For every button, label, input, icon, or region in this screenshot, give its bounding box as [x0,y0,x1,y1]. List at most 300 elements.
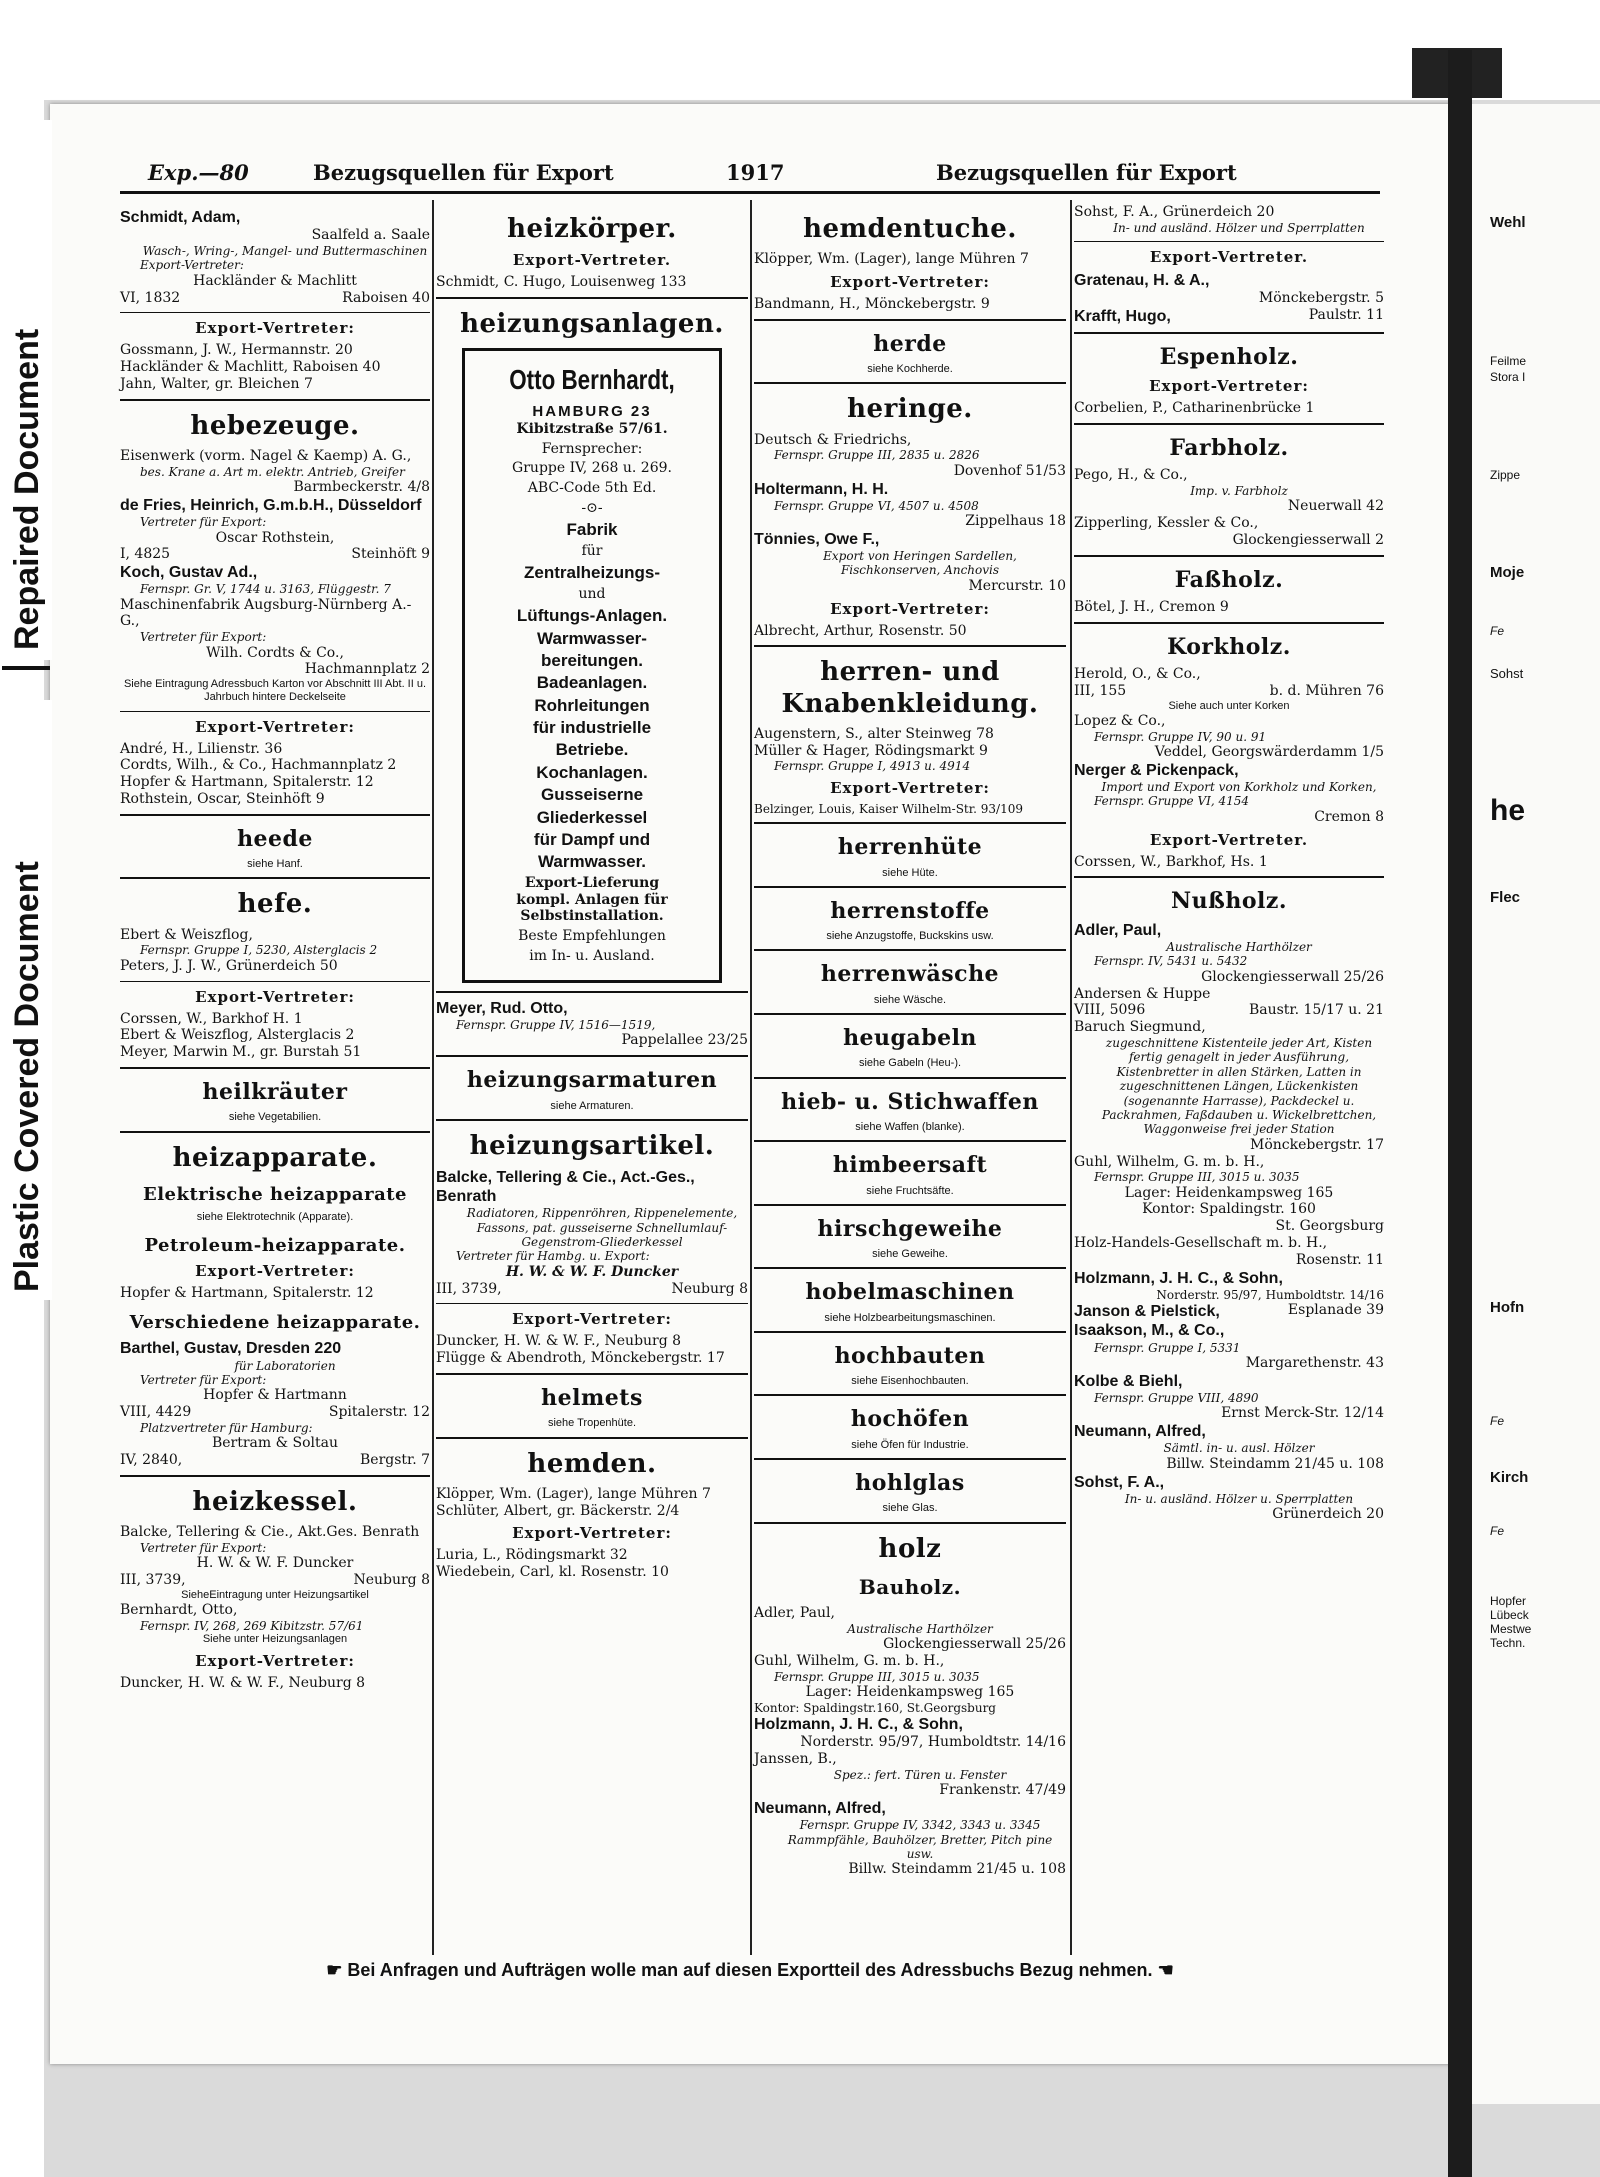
firm-details: für Laboratorien [234,1358,336,1373]
section-heading: Korkholz. [1167,633,1291,660]
vertreter-line: Bandmann, H., Mönckebergstr. 9 [754,295,990,312]
firm-name: Tönnies, Owe F., [754,530,880,548]
phone-number: IV, 2840, [120,1452,183,1469]
firm-name: Ebert & Weiszflog, [120,926,253,943]
section-heading: heugabeln [843,1024,977,1051]
ad-line: für [581,543,603,560]
divider [436,1437,748,1439]
firm-details: Fernspr. IV, 268, 269 Kibitzstr. 57/61 [140,1618,364,1633]
section-heading: herrenstoffe [830,897,990,924]
firm-details: Fernspr. Gr. V, 1744 u. 3163, Flüggestr. 7 [140,582,391,597]
section-heading: heede [237,825,313,852]
see-reference: Siehe unter Heizungsanlagen [202,1633,348,1646]
export-vertreter-heading: Export-Vertreter. [1149,830,1309,849]
firm-line: Müller & Hager, Rödingsmarkt 9 [754,742,988,759]
vertreter-name: H. W. & W. F. Duncker [196,1555,354,1572]
see-reference: siehe Hüte. [882,866,938,879]
address: Norderstr. 95/97, Humboldtstr. 14/16 [1156,1287,1384,1302]
ad-ornament: -⊙- [581,499,603,516]
ad-line: Warmwasser. [537,852,647,872]
plastic-covered-label [0,700,52,1300]
export-vertreter-heading: Export-Vertreter: [195,987,355,1006]
vertreter-name: Wilh. Cordts & Co., [206,644,344,661]
adjacent-text: Hofn [1490,1299,1525,1316]
firm-details: Fernspr. IV, 5431 u. 5432 [1094,954,1248,969]
header-rule [120,191,1380,194]
divider [436,297,748,299]
firm-name: Isaakson, M., & Co., [1074,1322,1225,1340]
export-vertreter-heading: Export-Vertreter: [195,717,355,736]
divider [754,1331,1066,1333]
divider [754,382,1066,384]
firm-name: Kolbe & Biehl, [1074,1372,1183,1390]
vertreter-line: Ebert & Weiszflog, Alsterglacis 2 [120,1027,355,1044]
ad-line: Gliederkessel [536,807,648,827]
adjacent-text: Hopfer [1490,1594,1527,1608]
ad-line: Selbstinstallation. [520,908,664,925]
divider [754,1013,1066,1015]
address: Cremon 8 [1314,808,1384,825]
firm-name: Holz-Handels-Gesellschaft m. b. H., [1074,1235,1328,1252]
divider [120,814,430,816]
section-heading: heizkörper. [507,214,677,244]
section-heading: heizungsarmaturen [466,1067,718,1094]
firm-name: Barthel, Gustav, Dresden 220 [120,1340,342,1358]
adjacent-text: Fe [1490,1414,1505,1428]
section-heading: Farbholz. [1169,434,1289,461]
divider [120,711,430,712]
listing-entry [120,208,430,306]
address: Billw. Steindamm 21/45 u. 108 [848,1861,1066,1878]
section-heading: herde [873,330,947,357]
address: St. Georgsburg [1275,1218,1384,1235]
firm-details: In- u. ausländ. Hölzer u. Sperrplatten [1124,1491,1354,1506]
see-reference: siehe Holzbearbeitungsmaschinen. [824,1311,996,1324]
export-vertreter-heading: Export-Vertreter: [512,1524,672,1543]
divider [1074,241,1384,242]
vertreter-label: Platzvertreter für Hamburg: [140,1421,313,1436]
phone-number: III, 3739, [120,1572,186,1589]
address: Norderstr. 95/97, Humboldtstr. 14/16 [800,1734,1066,1751]
address: Paulstr. 11 [1308,307,1384,324]
vertreter-line: Cordts, Wilh., & Co., Hachmannplatz 2 [120,757,397,774]
divider [120,1131,430,1133]
header-title-right: Bezugsquellen für Export [936,160,1237,185]
firm-name: Maschinenfabrik Augsburg-Nürnberg A.-G., [120,596,412,630]
section-heading: heizungsartikel. [469,1130,715,1161]
firm-details: Imp. v. Farbholz [1190,483,1288,498]
reference-note: Siehe Eintragung Adressbuch Karton vor Abschnitt III Abt. II u. Jahrbuch hintere Deckelseite [123,678,427,704]
firm-line [1074,307,1384,326]
ad-line: im In- u. Ausland. [529,948,655,964]
firm-details: zugeschnittene Kistenteile jeder Art, Kisten fertig genagelt in jeder Ausführung, Kistenbretter in allen Stärken, Latten in zugeschnittenen Längen, Lückenkisten (sogenannte Harrasse), Packdeckel u. Packrahmen, Faßdauben u. Wickelbrettchen, Waggonweise frei jeder Station [1101,1035,1377,1137]
adjacent-text: Stora I [1490,370,1526,384]
address: Mönckebergstr. 5 [1258,290,1384,307]
vertreter-name: Oscar Rothstein, [215,529,335,546]
section-heading: hemden. [527,1448,657,1479]
vertreter-label: Vertreter für Export: [140,1541,267,1556]
page-number: Exp.—80 [148,160,249,185]
address: Glockengiesserwall 25/26 [883,1635,1066,1652]
ad-line: Beste Empfehlungen [518,928,666,945]
firm-details: bes. Krane a. Art m. elektr. Antrieb, Greifer [140,464,405,479]
firm-name: de Fries, Heinrich, G.m.b.H., Düsseldorf [120,496,422,514]
see-reference: Siehe auch unter Korken [1168,699,1290,712]
column-3 [754,204,1066,1954]
ad-line: bereitungen. [540,650,643,670]
advertisement-box [462,348,722,983]
section-heading: hobelmaschinen [805,1279,1015,1306]
phone-line [120,546,430,563]
section-heading: herrenwäsche [820,961,1000,988]
divider [754,319,1066,321]
see-reference: siehe Fruchtsäfte. [866,1184,954,1197]
section-heading: hochöfen [850,1406,970,1433]
firm-details: Fernspr. Gruppe III, 2835 u. 2826 [774,448,980,463]
page-footer [150,1960,1350,1981]
adjacent-text: Fe [1490,624,1505,638]
vertreter-line: Rothstein, Oscar, Steinhöft 9 [120,791,325,808]
firm-line: Bötel, J. H., Cremon 9 [1074,598,1229,615]
ad-line: kompl. Anlagen für [516,891,668,908]
vertreter-name: H. W. & W. F. Duncker [505,1263,679,1280]
adjacent-text: Fe [1490,1524,1505,1538]
section-heading: heringe. [847,394,973,425]
firm-details: Fernspr. Gruppe III, 3015 u. 3035 [1094,1170,1300,1185]
firm-details: Fernspr. Gruppe III, 3015 u. 3035 [774,1669,980,1684]
vertreter-line: Duncker, H. W. & W. F., Neuburg 8 [436,1333,682,1350]
footer-text: Bei Anfragen und Aufträgen wolle man auf diesen Exportteil des Adressbuchs Bezug nehmen. [347,1960,1153,1980]
firm-line: Sohst, F. A., Grünerdeich 20 [1074,204,1275,220]
vertreter-line: Hopfer & Hartmann, Spitalerstr. 12 [120,774,374,791]
firm-details: Wasch-, Wring-, Mangel- und Buttermaschinen [142,243,428,258]
address: Margarethenstr. 43 [1245,1355,1384,1372]
see-reference: siehe Kochherde. [867,363,953,376]
phone-line [120,1452,430,1469]
section-heading: hohlglas [855,1470,965,1496]
vertreter-line: André, H., Lilienstr. 36 [120,740,283,757]
divider [436,1373,748,1375]
firm-name: Meyer, Rud. Otto, [436,999,568,1017]
export-vertreter-heading: Export-Vertreter: [195,1262,355,1281]
firm-details: Fernspr. Gruppe VI, 4507 u. 4508 [774,498,979,513]
firm-name: Guhl, Wilhelm, G. m. b. H., [1074,1153,1265,1170]
firm-name: Gratenau, H. & A., [1074,272,1210,290]
divider [754,645,1066,647]
vertreter-line: Corssen, W., Barkhof H. 1 [120,1010,303,1027]
divider [754,1077,1066,1079]
address: Ernst Merck-Str. 12/14 [1221,1405,1384,1422]
firm-line: Schlüter, Albert, gr. Bäckerstr. 2/4 [436,1502,680,1519]
firm-details: Fernspr. Gruppe I, 5331 [1094,1340,1241,1355]
column-divider [1070,200,1072,1955]
address: Neuburg 8 [353,1572,430,1589]
phone-line [1074,1002,1384,1019]
firm-name: Neumann, Alfred, [754,1800,886,1818]
section-heading: heilkräuter [202,1078,348,1105]
adjacent-text: Flec [1490,889,1521,906]
column-2 [436,204,748,1954]
address: Pappelallee 23/25 [621,1032,748,1049]
divider [754,886,1066,888]
address: Bergstr. 7 [360,1452,430,1469]
firm-details: Australische Harthölzer [1166,940,1312,954]
firm-details: Fernspr. Gruppe VI, 4154 [1094,794,1250,809]
divider [754,822,1066,824]
address: Neuburg 8 [671,1280,748,1297]
address: Esplanade 39 [1287,1302,1384,1319]
label-separator [2,666,50,670]
vertreter-name: Hopfer & Hartmann [203,1387,347,1404]
export-vertreter-heading: Export-Vertreter. [512,251,672,270]
ad-line: Export-Lieferung [524,874,660,891]
divider [120,399,430,401]
firm-name: Adler, Paul, [754,1604,835,1621]
export-vertreter-heading: Export-Vertreter: [195,319,355,338]
ad-street: Kibitzstraße 57/61. [516,420,668,437]
export-vertreter-heading: Export-Vertreter: [830,272,990,291]
address: Glockengiesserwall 2 [1232,531,1384,548]
vertreter-name: Bertram & Soltau [211,1435,339,1452]
address: Mönckebergstr. 17 [1250,1136,1384,1153]
ad-line: für industrielle [532,718,652,738]
book-spine [1448,50,1472,2177]
see-reference: siehe Geweihe. [872,1248,948,1261]
section-heading: himbeersaft [832,1152,988,1179]
section-heading: Faßholz. [1174,566,1284,593]
address: Veddel, Georgswärderdamm 1/5 [1154,744,1384,761]
see-reference: siehe Tropenhüte. [547,1417,637,1430]
firm-line: Klöpper, Wm. (Lager), lange Mühren 7 [436,1485,711,1502]
ad-line: Badeanlagen. [536,673,648,693]
address: Rosenstr. 11 [1295,1251,1384,1268]
firm-name: Eisenwerk (vorm. Nagel & Kaemp) A. G., [120,447,412,464]
firm-details: In- und ausländ. Hölzer und Sperrplatten [1113,220,1365,235]
ad-city: HAMBURG 23 [532,402,652,420]
vertreter-line: Flügge & Abendroth, Mönckebergstr. 17 [436,1350,725,1367]
divider [120,312,430,313]
section-heading: hefe. [237,889,313,920]
firm-name: Sohst, F. A., [1074,1473,1165,1491]
column-divider [750,200,752,1955]
divider [1074,555,1384,557]
see-reference: siehe Glas. [882,1502,938,1515]
section-heading: hebezeuge. [190,410,360,441]
firm-details: Fernspr. Gruppe IV, 1516—1519, [456,1017,656,1032]
vertreter-line: Wiedebein, Carl, kl. Rosenstr. 10 [436,1564,669,1581]
column-divider [432,200,434,1955]
repaired-document-label [0,120,52,660]
divider [120,1475,430,1477]
address: Hachmannplatz 2 [304,661,430,678]
address: Mercurstr. 10 [968,577,1066,594]
ad-line: Fabrik [566,519,618,539]
address: Raboisen 40 [342,289,430,306]
firm-details: Fernspr. Gruppe IV, 3342, 3343 u. 3345 Rammpfähle, Bauhölzer, Bretter, Pitch pine usw. [787,1818,1053,1862]
divider [120,877,430,879]
see-reference: siehe Gabeln (Heu-). [858,1057,962,1070]
export-vertreter-heading: Export-Vertreter. [1149,248,1309,267]
firm-name: Pego, H., & Co., [1074,466,1188,483]
subsection-heading: Elektrische heizapparate [142,1183,408,1205]
vertreter-line: Meyer, Marwin M., gr. Burstah 51 [120,1044,362,1061]
firm-name: Koch, Gustav Ad., [120,564,258,582]
address: Steinhöft 9 [351,546,430,563]
export-vertreter-heading: Export-Vertreter: [830,778,990,797]
ad-line: Warmwasser- [537,628,647,648]
vertreter-line: Duncker, H. W. & W. F., Neuburg 8 [120,1674,366,1691]
firm-details: Fernspr. Gruppe IV, 90 u. 91 [1094,729,1267,744]
firm-name: Lopez & Co., [1074,712,1166,729]
vertreter-name: Hackländer & Machlitt [193,272,357,289]
repaired-label-text: Repaired Document [8,328,46,650]
section-heading: hemdentuche. [803,214,1017,244]
adjacent-text: Lübeck [1490,1608,1529,1622]
firm-name: Adler, Paul, [1074,921,1162,939]
vertreter-label: Vertreter für Export: [140,515,267,530]
address: Neuerwall 42 [1287,498,1384,515]
firm-details: Fernspr. Gruppe VIII, 4890 [1094,1391,1259,1405]
divider [754,1140,1066,1142]
section-heading: herren- und Knabenkleidung. [781,657,1039,719]
section-heading: Espenholz. [1159,344,1299,371]
divider [754,949,1066,951]
divider [754,1204,1066,1206]
header-year: 1917 [726,160,785,185]
adjacent-text: Mestwe [1490,1622,1532,1636]
see-reference: siehe Anzugstoffe, Buckskins usw. [826,930,994,943]
address: Dovenhof 51/53 [953,462,1066,479]
firm-line [1074,1302,1384,1321]
vertreter-line: Corssen, W., Barkhof, Hs. 1 [1074,853,1268,870]
plastic-label-text: Plastic Covered Document [8,861,46,1292]
firm-name: Baruch Siegmund, [1074,1019,1206,1036]
section-heading: heizungsanlagen. [460,308,724,339]
subsection-heading: Verschiedene heizapparate. [129,1311,421,1333]
export-vertreter-heading: Export-Vertreter: [1149,376,1309,395]
address: Glockengiesserwall 25/26 [1201,968,1384,985]
vertreter-line: Gossmann, J. W., Hermannstr. 20 [120,342,353,359]
phone-number: VIII, 5096 [1074,1002,1146,1019]
ad-line: Rohrleitungen [534,695,650,715]
phone-line [1074,683,1384,700]
adjacent-text: Feilme [1490,354,1527,368]
export-vertreter-heading: Export-Vertreter: [512,1310,672,1329]
divider [436,991,748,993]
section-heading: hochbauten [834,1342,986,1369]
adjacent-text: Zippe [1490,468,1521,482]
vertreter-line: Jahn, Walter, gr. Bleichen 7 [120,375,313,392]
divider [436,1055,748,1057]
header-title-left: Bezugsquellen für Export [313,160,614,185]
vertreter-line: Corbelien, P., Catharinenbrücke 1 [1074,399,1315,416]
address: Lager: Heidenkampsweg 165 [805,1683,1015,1700]
see-reference: siehe Öfen für Industrie. [851,1438,969,1451]
see-reference: siehe Vegetabilien. [228,1111,322,1124]
see-reference: siehe Armaturen. [550,1099,634,1112]
phone-line [120,290,430,307]
see-reference: siehe Waffen (blanke). [855,1120,965,1133]
ad-line: und [578,586,606,603]
firm-name: Bernhardt, Otto, [120,1602,238,1619]
adjacent-text: Sohst [1490,666,1524,681]
firm-name: Janson & Pielstick, [1074,1303,1220,1321]
address: Barmbeckerstr. 4/8 [293,479,430,496]
firm-name: Guhl, Wilhelm, G. m. b. H., [754,1652,945,1669]
ad-code: ABC-Code 5th Ed. [527,480,657,497]
adjacent-text: Techn. [1490,1636,1526,1650]
vertreter-label: Vertreter für Hambg. u. Export: [456,1249,650,1264]
divider [754,1458,1066,1460]
export-vertreter-heading: Export-Vertreter: [830,599,990,618]
address: Kontor: Spaldingstr. 160 [1142,1201,1316,1218]
vertreter-label: Export-Vertreter: [140,258,244,273]
column-1 [120,204,430,1954]
divider [754,1394,1066,1396]
firm-details: Australische Harthölzer [847,1621,993,1636]
firm-name: Herold, O., & Co., [1074,666,1201,683]
subsection-heading: Bauholz. [858,1574,962,1599]
firm-name: Balcke, Tellering & Cie., Akt.Ges. Benrath [120,1524,420,1541]
ad-line: für Dampf und [533,830,651,850]
divider [754,1267,1066,1269]
pointing-hand-icon: ☚ [1152,1960,1174,1980]
firm-name: Peters, J. J. W., Grünerdeich 50 [120,957,338,974]
address: Zippelhaus 18 [965,513,1066,530]
ad-line: Gusseiserne [540,785,644,805]
subsection-heading: Petroleum-heizapparate. [144,1234,406,1256]
address: Lager: Heidenkampsweg 165 [1124,1184,1334,1201]
firm-details: Sämtl. in- u. ausl. Hölzer [1163,1441,1315,1456]
phone-number: VI, 1832 [120,289,181,306]
phone-number: I, 4825 [120,546,171,563]
firm-name: Zipperling, Kessler & Co., [1074,514,1259,531]
ad-phone-label: Fernsprecher: [541,440,643,457]
section-heading: helmets [541,1385,643,1412]
page-header [148,160,1378,190]
vertreter-label: Vertreter für Export: [140,1373,267,1388]
adjacent-text: Kirch [1490,1469,1529,1486]
firm-line: Augenstern, S., alter Steinweg 78 [754,725,994,742]
adjacent-text: he [1490,794,1526,827]
section-heading: hieb- u. Stichwaffen [781,1088,1039,1115]
firm-name: Deutsch & Friedrichs, [754,431,912,448]
pointing-hand-icon: ☛ [326,1960,348,1980]
divider [1074,423,1384,425]
firm-name: Nerger & Pickenpack, [1074,761,1239,779]
divider [120,981,430,982]
firm-name: Holzmann, J. H. C., & Sohn, [754,1716,963,1734]
phone-number: III, 155 [1074,682,1127,699]
ad-line: Lüftungs-Anlagen. [516,606,668,626]
see-reference: siehe Elektrotechnik (Apparate). [196,1211,354,1224]
divider [1074,876,1384,878]
vertreter-line: Belzinger, Louis, Kaiser Wilhelm-Str. 93/109 [754,801,1023,816]
firm-details: Fernspr. Gruppe I, 5230, Alsterglacis 2 [140,943,378,958]
firm-details: Export von Heringen Sardellen, Fischkonserven, Anchovis [823,549,1017,578]
address: Frankenstr. 47/49 [939,1782,1066,1799]
ad-phone-number: Gruppe IV, 268 u. 269. [512,460,672,477]
export-vertreter-heading: Export-Vertreter: [195,1651,355,1670]
vertreter-line: Albrecht, Arthur, Rosenstr. 50 [754,622,967,639]
see-reference: siehe Wäsche. [873,993,947,1006]
reference-note: SieheEintragung unter Heizungsartikel [181,1589,369,1601]
firm-line: Klöpper, Wm. (Lager), lange Mühren 7 [754,251,1029,268]
divider [436,1303,748,1304]
firm-name: Krafft, Hugo, [1074,308,1171,326]
firm-name: Schmidt, Adam, [120,209,241,226]
firm-name: Holtermann, H. H. [754,480,889,498]
